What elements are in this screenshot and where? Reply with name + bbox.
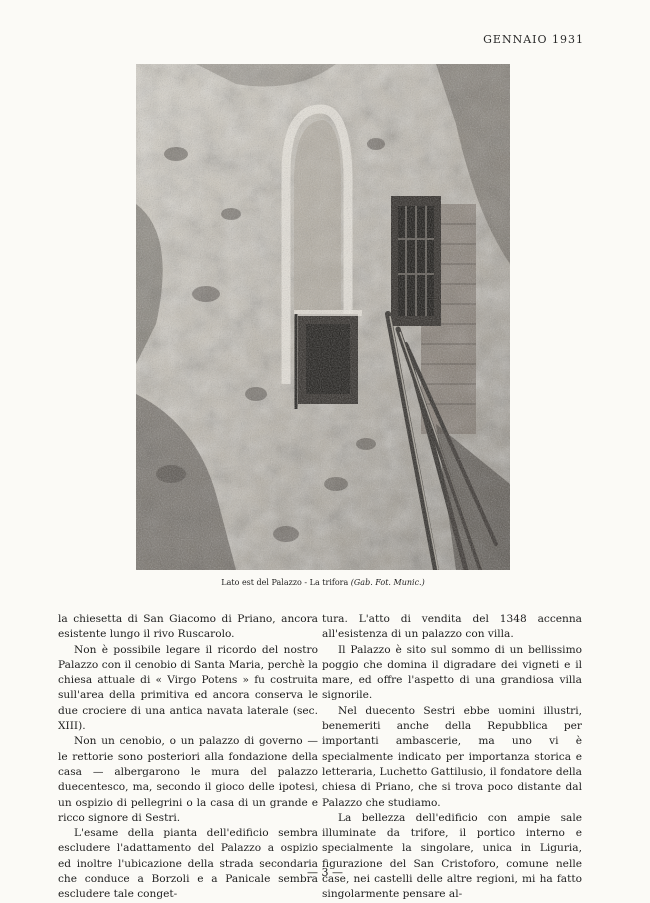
right-text-column xyxy=(322,612,582,903)
paragraph: Non un cenobio, o un palazzo di governo — le rettorie sono posteriori alla fondazione della casa — albergarono le mura del palazzo duecentesco, ma, secondo il gioco delle ipotesi, un ospizio di pellegrini o la casa di un grande e ricco signore di Sestri. xyxy=(58,735,318,824)
paragraph: Nel duecento Sestri ebbe uomini illustri, benemeriti anche della Repubblica per importanti ambascerie, ma uno vi è specialmente indicato per importanza storica e letteraria, Luchetto Gattilusio, il fondatore della chiesa di Priano, che si trova poco distante dal Palazzo che studiamo. xyxy=(322,704,582,809)
left-text-column xyxy=(58,612,318,903)
paragraph: Non è possibile legare il ricordo del nostro Palazzo con il cenobio di Santa Maria, perchè la chiesa attuale di « Virgo Potens » fu costruita sull'area della primitiva ed ancora conserva le due crociere di una antica navata laterale (sec. XIII). xyxy=(58,643,318,733)
paragraph: la chiesetta di San Giacomo di Priano, ancora esistente lungo il rivo Ruscarolo. xyxy=(58,613,318,641)
paragraph: tura. L'atto di vendita del 1348 accenna all'esistenza di un palazzo con villa. xyxy=(322,613,582,641)
wall-photograph xyxy=(136,64,510,570)
running-header: GENNAIO 1931 xyxy=(483,33,584,46)
page-number: — 3 — xyxy=(307,866,343,879)
caption-text: Lato est del Palazzo - La trifora xyxy=(221,578,349,587)
paragraph: L'esame della pianta dell'edificio sembra escludere l'adattamento del Palazzo a ospizio ed inoltre l'ubicazione della strada secondaria che conduce a Borzoli e a Panicale sembra escludere tale conget- xyxy=(58,827,318,901)
paragraph: Il Palazzo è sito sul sommo di un bellissimo poggio che domina il digradare dei vigneti e il mare, ed offre l'aspetto di una grandiosa villa signorile. xyxy=(322,643,582,702)
figure-caption xyxy=(136,578,510,587)
caption-credit: (Gab. Fot. Munic.) xyxy=(350,578,425,587)
paragraph: La bellezza dell'edificio con ampie sale illuminate da trifore, il portico interno e specialmente la singolare, unica in Liguria, figurazione del San Cristoforo, comune nelle case, nei castelli delle altre regioni, mi ha fatto singolarmente pensare al- xyxy=(322,811,582,901)
